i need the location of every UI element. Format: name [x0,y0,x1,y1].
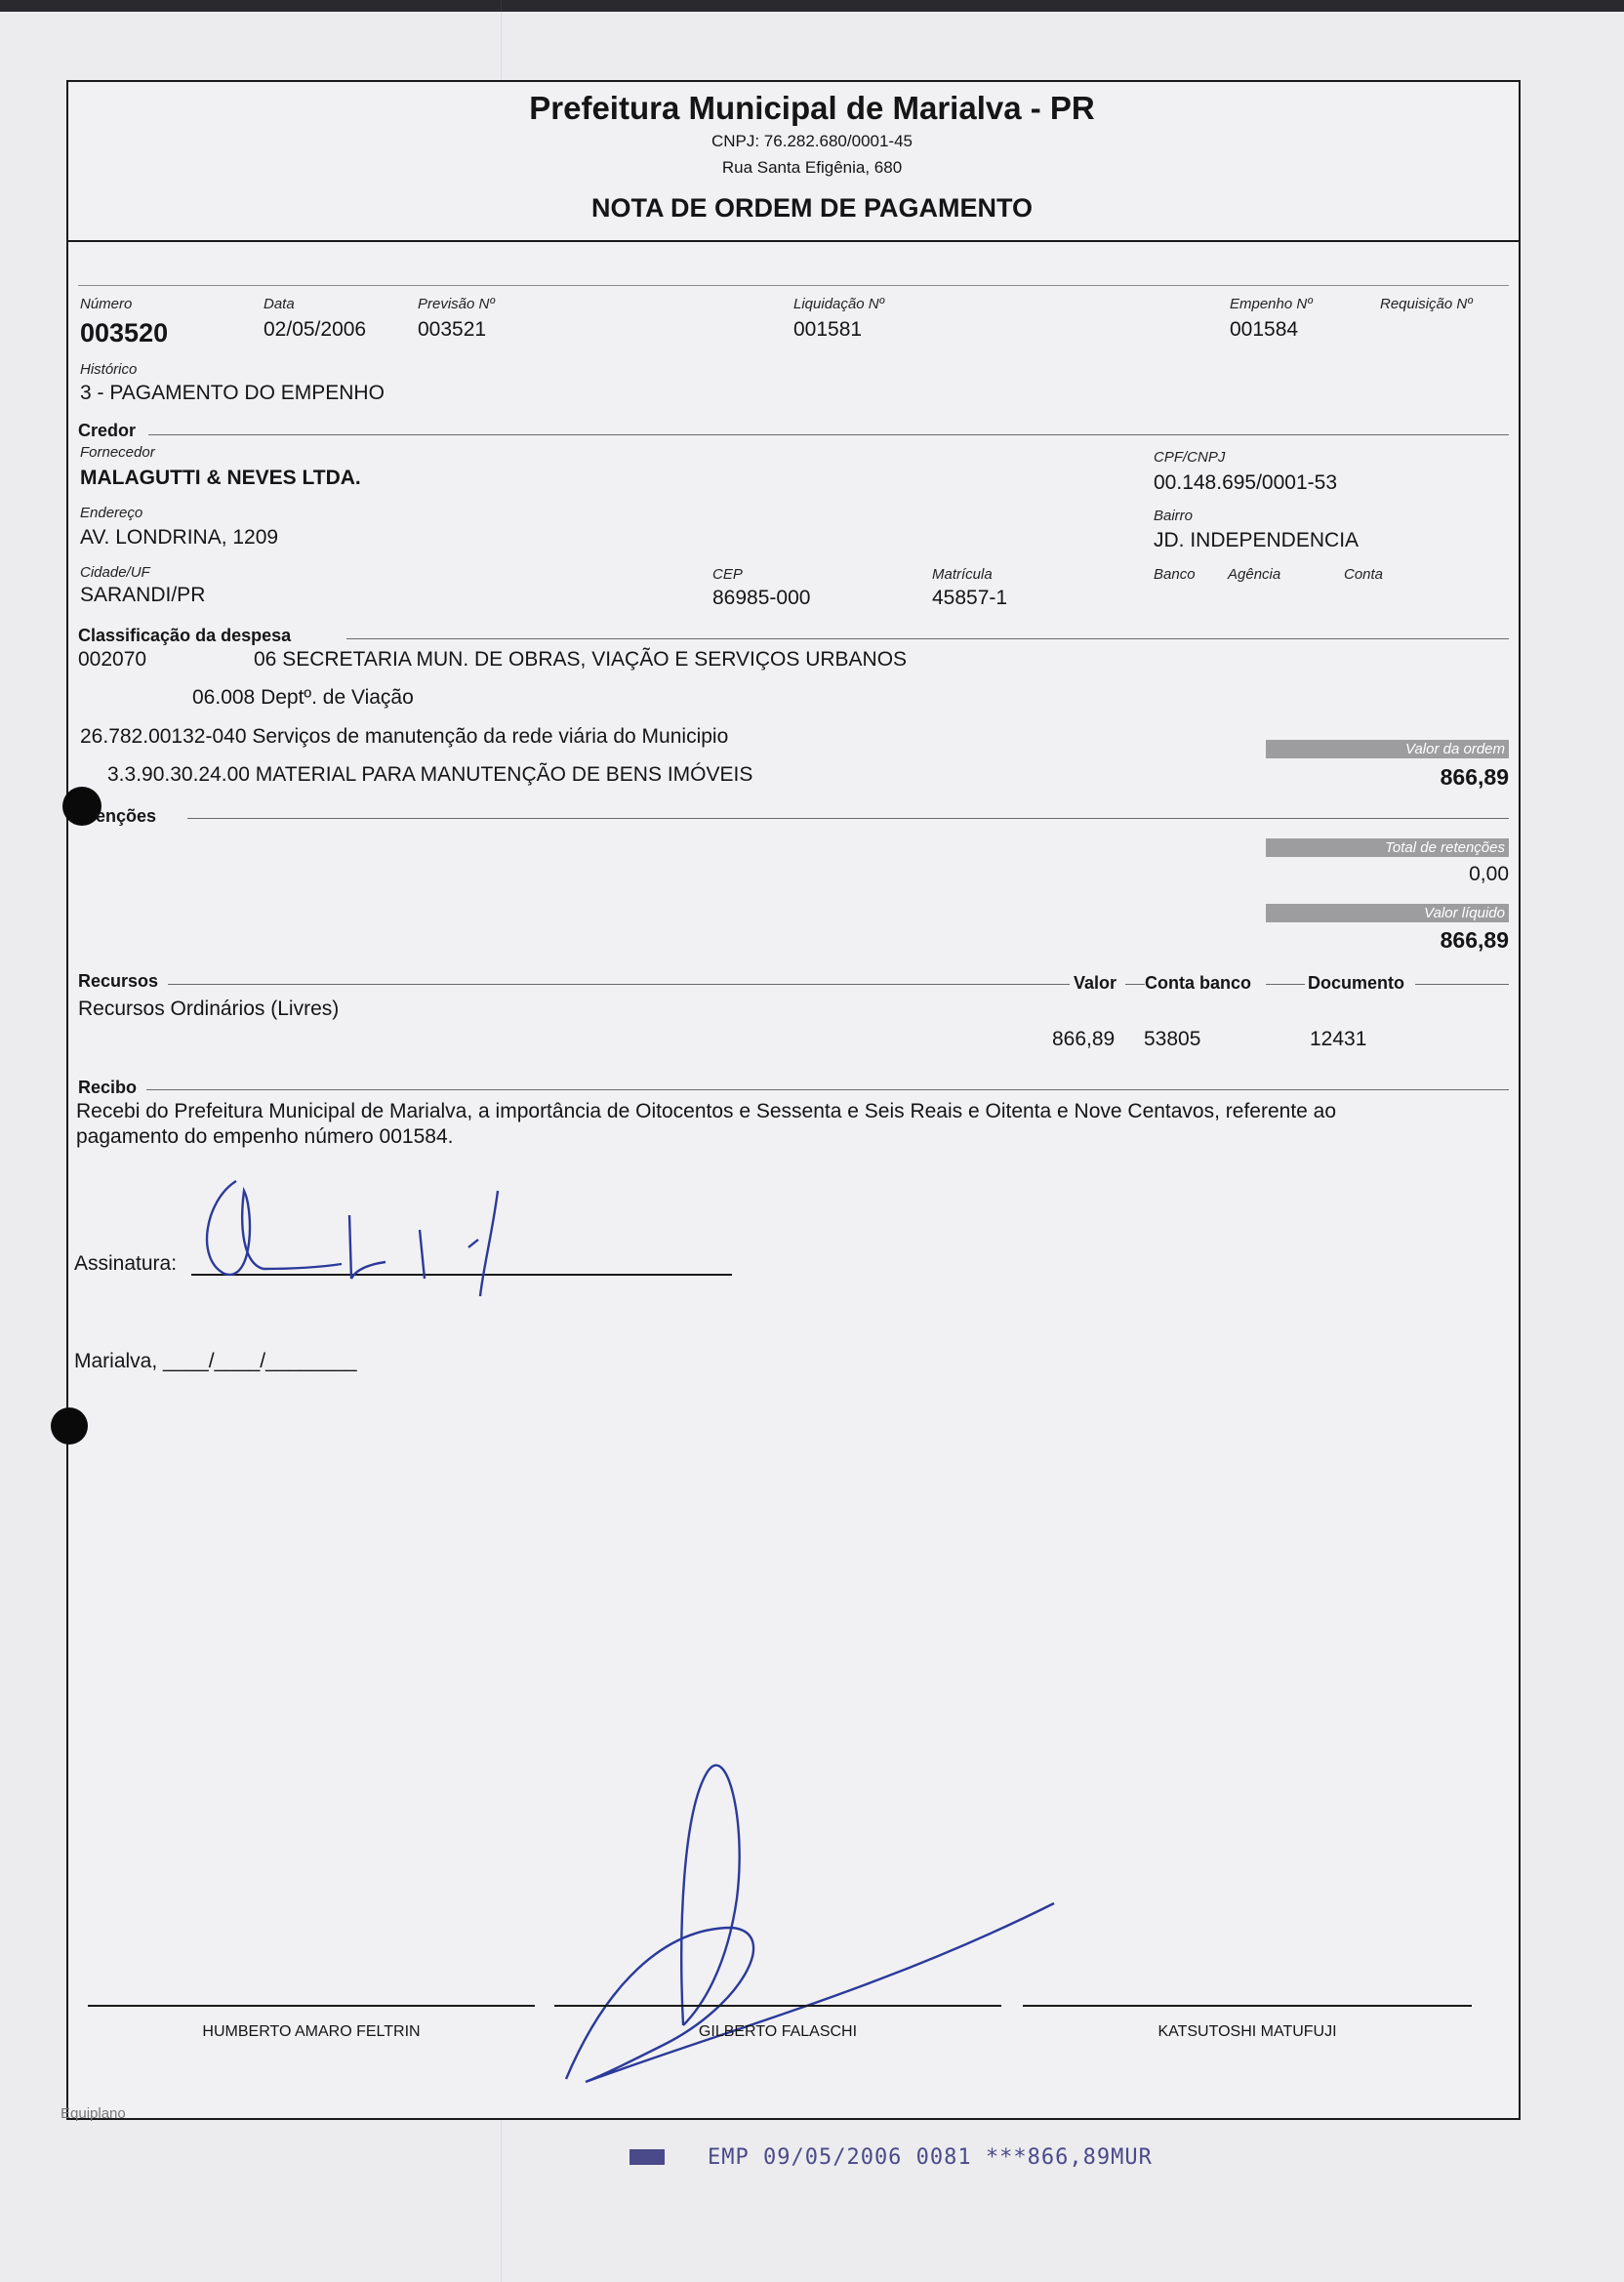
bairro-label: Bairro [1154,508,1194,524]
requisicao-label: Requisição Nº [1380,296,1473,312]
fornecedor-value: MALAGUTTI & NEVES LTDA. [80,467,361,489]
classificacao-rule [346,638,1509,639]
cep-label: CEP [712,566,743,583]
credor-rule [148,434,1509,435]
data-value: 02/05/2006 [264,318,367,341]
numero-label: Número [80,296,133,312]
recibo-text-line-1: Recebi do Prefeitura Municipal de Marialva, a importância de Oitocentos e Sessenta e Seis Reais e Oitenta e Nove Centavos, referente ao [76,1100,1337,1122]
cpf-cnpj-value: 00.148.695/0001-53 [1154,471,1338,494]
recursos-valor-label: Valor [1074,973,1117,993]
payment-stamp: EMP 09/05/2006 0081 ***866,89MUR [708,2145,1153,2170]
bairro-value: JD. INDEPENDENCIA [1154,529,1360,551]
cep-value: 86985-000 [712,587,811,609]
stamp-mark-icon [629,2149,665,2165]
recursos-conta: 53805 [1144,1028,1201,1050]
gilberto-signature-icon [547,1732,1074,2103]
endereco-label: Endereço [80,505,143,521]
total-retencoes-label: Total de retenções [1266,838,1509,857]
retencoes-rule [187,818,1509,819]
cpf-cnpj-label: CPF/CNPJ [1154,449,1226,466]
empenho-value: 001584 [1230,318,1299,341]
liquidacao-label: Liquidação Nº [793,296,885,312]
classificacao-secretaria: 06 SECRETARIA MUN. DE OBRAS, VIAÇÃO E SERVIÇOS URBANOS [254,648,908,671]
endereco-value: AV. LONDRINA, 1209 [80,526,279,549]
signatory-line-3 [1023,2005,1472,2007]
header-cnpj: CNPJ: 76.282.680/0001-45 [710,132,914,150]
signatory-name-2: GILBERTO FALASCHI [698,2023,858,2040]
matricula-label: Matrícula [932,566,993,583]
banco-label: Banco [1154,566,1196,583]
classificacao-departamento: 06.008 Deptº. de Viação [192,686,414,709]
data-label: Data [264,296,295,312]
previsao-value: 003521 [418,318,487,341]
recursos-valor: 866,89 [1052,1028,1116,1050]
signatory-name-1: HUMBERTO AMARO FELTRIN [202,2023,421,2040]
classificacao-programa: 26.782.00132-040 Serviços de manutenção da rede viária do Municipio [80,725,729,748]
empenho-label: Empenho Nº [1230,296,1313,312]
date-line: Marialva, ____/____/________ [74,1350,357,1372]
header-address: Rua Santa Efigênia, 680 [721,158,903,177]
recibo-text-line-2: pagamento do empenho número 001584. [76,1125,454,1148]
recursos-rule-3 [1266,984,1305,985]
historico-value: 3 - PAGAMENTO DO EMPENHO [80,382,385,404]
credor-section-label: Credor [78,421,137,440]
footer-brand: Equiplano [61,2105,126,2122]
recursos-rule-2 [1125,984,1145,985]
cidade-value: SARANDI/PR [80,584,206,606]
classificacao-elemento: 3.3.90.30.24.00 MATERIAL PARA MANUTENÇÃO DE BENS IMÓVEIS [107,763,753,786]
recibo-rule [146,1089,1509,1090]
scan-top-edge [0,0,1624,12]
total-retencoes-value: 0,00 [1469,863,1509,885]
valor-liquido-label: Valor líquido [1266,904,1509,922]
liquidacao-value: 001581 [793,318,863,341]
order-top-rule [78,285,1509,286]
classificacao-section-label: Classificação da despesa [78,626,292,645]
document-type: NOTA DE ORDEM DE PAGAMENTO [590,193,1033,223]
recibo-section-label: Recibo [78,1078,138,1097]
recursos-fonte: Recursos Ordinários (Livres) [78,998,340,1020]
recursos-section-label: Recursos [78,971,159,991]
retencoes-section-label: enções [96,806,157,826]
matricula-value: 45857-1 [932,587,1008,609]
page-title: Prefeitura Municipal de Marialva - PR [529,90,1095,126]
punch-hole-bottom [51,1407,88,1445]
agencia-label: Agência [1228,566,1281,583]
assinatura-label: Assinatura: [74,1252,178,1275]
valor-ordem-label: Valor da ordem [1266,740,1509,758]
conta-label: Conta [1344,566,1384,583]
classificacao-code: 002070 [78,648,147,671]
cidade-label: Cidade/UF [80,564,150,581]
valor-liquido-value: 866,89 [1440,927,1509,953]
recursos-documento-label: Documento [1308,973,1404,993]
recursos-conta-label: Conta banco [1145,973,1252,993]
numero-value: 003520 [80,318,169,347]
recursos-rule [168,984,1070,985]
signatory-line-2 [554,2005,1001,2007]
signatory-line-1 [88,2005,535,2007]
recursos-documento: 12431 [1310,1028,1367,1050]
previsao-label: Previsão Nº [418,296,495,312]
signatory-name-3: KATSUTOSHI MATUFUJI [1157,2023,1337,2040]
header-divider [66,240,1521,242]
valor-ordem-value: 866,89 [1440,764,1509,790]
fornecedor-label: Fornecedor [80,444,155,461]
recursos-rule-4 [1415,984,1509,985]
recibo-signature-icon [185,1171,537,1308]
historico-label: Histórico [80,361,138,378]
